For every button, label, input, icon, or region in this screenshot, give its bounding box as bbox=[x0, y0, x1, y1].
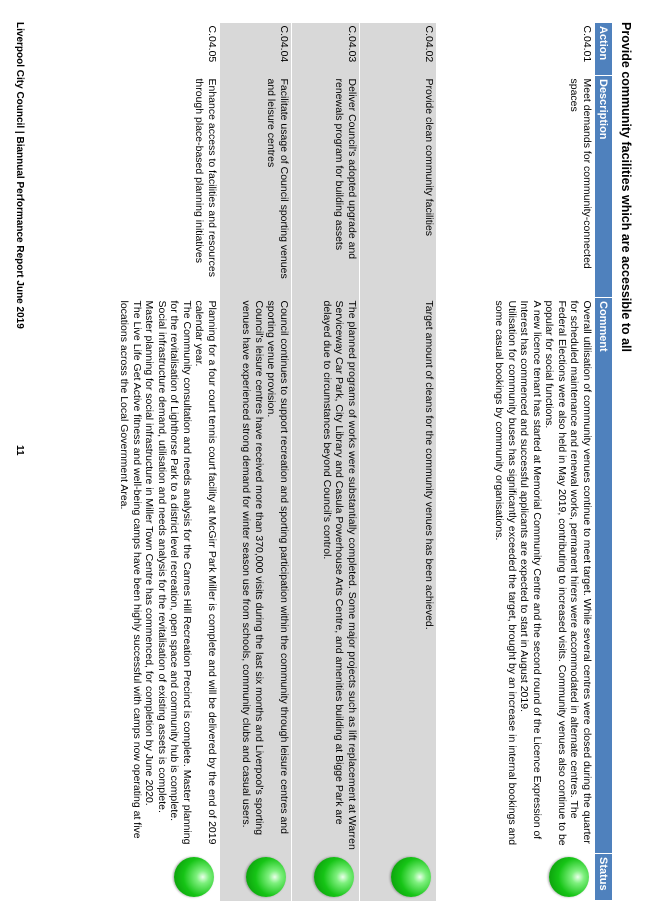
action-description: Deliver Council's adopted upgrade and renewals program for building assets bbox=[292, 76, 360, 298]
action-description: Provide clean community facilities bbox=[360, 76, 437, 298]
comment-paragraph: Overall utilisation of community venues continue to meet target. While several centres were closed during the quarter for scheduled maintenance and renewal works, permanent hirers were accommodated in alternate centres. The Federal Elections were also held in May 2019, contributing to increased visits. Community venues also continue to be popular for social functions. bbox=[543, 300, 593, 846]
header-status: Status bbox=[595, 854, 613, 901]
comment-paragraph: Master planning for social infrastructure in Miller Town Centre has commenced, for completion by June 2020. bbox=[143, 300, 156, 806]
action-id: C.04.05 bbox=[52, 23, 220, 76]
green-status-ball-icon bbox=[391, 857, 431, 897]
action-id: C.04.01 bbox=[437, 23, 595, 76]
table-row bbox=[292, 23, 360, 901]
green-status-ball-icon bbox=[174, 857, 214, 897]
status-cell bbox=[292, 854, 360, 901]
table-row bbox=[360, 23, 437, 901]
comment-paragraph: Social infrastructure demand, utilisation and needs analysis for the revitalisation of existing assets is complete. bbox=[156, 300, 168, 813]
action-id: C.04.02 bbox=[360, 23, 437, 76]
action-description: Enhance access to facilities and resources through place-based planning initiatives bbox=[52, 76, 220, 298]
action-description: Meet demands for community-connected spaces bbox=[437, 76, 595, 298]
table-row bbox=[220, 23, 292, 901]
comment-paragraph: Target amount of cleans for the community venues has been achieved. bbox=[423, 300, 435, 630]
action-comment bbox=[437, 298, 595, 854]
header-action: Action bbox=[595, 23, 613, 76]
status-cell bbox=[52, 854, 220, 901]
status-cell bbox=[437, 854, 595, 901]
action-description: Facilitate usage of Council sporting venues and leisure centres bbox=[220, 76, 292, 298]
table-row bbox=[437, 23, 595, 901]
comment-paragraph: Utilisation for community buses has significantly exceeded the target, brought by an increase in internal bookings and some casual bookings by community organisations. bbox=[493, 300, 518, 846]
green-status-ball-icon bbox=[549, 857, 589, 897]
action-id: C.04.03 bbox=[292, 23, 360, 76]
green-status-ball-icon bbox=[314, 857, 354, 897]
comment-paragraph: The planned programs of works were substantially completed. Some major projects such as lift replacement at Warren Serviceway Car Park, City Library and Casula Powerhouse Arts Centre, and amenities building at Bigge Park are delayed due to circumstances beyond Council's control. bbox=[321, 300, 358, 850]
comment-paragraph: Council continues to support recreation and sporting participation within the community through leisure centres and sporting venue provision. bbox=[265, 300, 290, 834]
action-comment bbox=[52, 298, 220, 854]
comment-paragraph: A new licence tenant has started at Memorial Community Centre and the second round of the Licence Expression of Interest has commenced and successful applicants are expected to start in August 2019. bbox=[518, 300, 543, 840]
action-comment bbox=[292, 298, 360, 854]
status-cell bbox=[220, 854, 292, 901]
comment-paragraph: Planning for a four court tennis court facility at McGirr Park Miller is complete and will be delivered by the end of 2019 calendar year. bbox=[193, 300, 218, 845]
page-title: Provide community facilities which are accessible to all bbox=[619, 22, 633, 352]
action-comment bbox=[360, 298, 437, 854]
comment-paragraph: The Community consultation and needs analysis for the Carnes Hill Recreation Precinct is complete. Master planning for the revitalisation of Lighthorse Park to a district level recreation, open space and community hub is complete. bbox=[168, 300, 193, 845]
footer-page-number: 11 bbox=[14, 445, 25, 456]
header-description: Description bbox=[595, 76, 613, 298]
table-header-row bbox=[595, 23, 613, 901]
footer-report-title: Liverpool City Council | Biannual Performance Report June 2019 bbox=[14, 22, 25, 329]
actions-table bbox=[51, 22, 613, 901]
status-cell bbox=[360, 854, 437, 901]
action-comment bbox=[220, 298, 292, 854]
comment-paragraph: Council's leisure centres have received more than 370,000 visits during the last six months and Liverpool's sporting venues have experienced strong demand for winter season use from schools, community clubs and casual users. bbox=[240, 300, 265, 836]
table-row bbox=[52, 23, 220, 901]
green-status-ball-icon bbox=[246, 857, 286, 897]
header-comment: Comment bbox=[595, 298, 613, 854]
comment-paragraph: The Live Life Get Active fitness and well-being camps have been highly successful with camps now operating at five locations across the Local Government Area. bbox=[118, 300, 143, 839]
action-id: C.04.04 bbox=[220, 23, 292, 76]
